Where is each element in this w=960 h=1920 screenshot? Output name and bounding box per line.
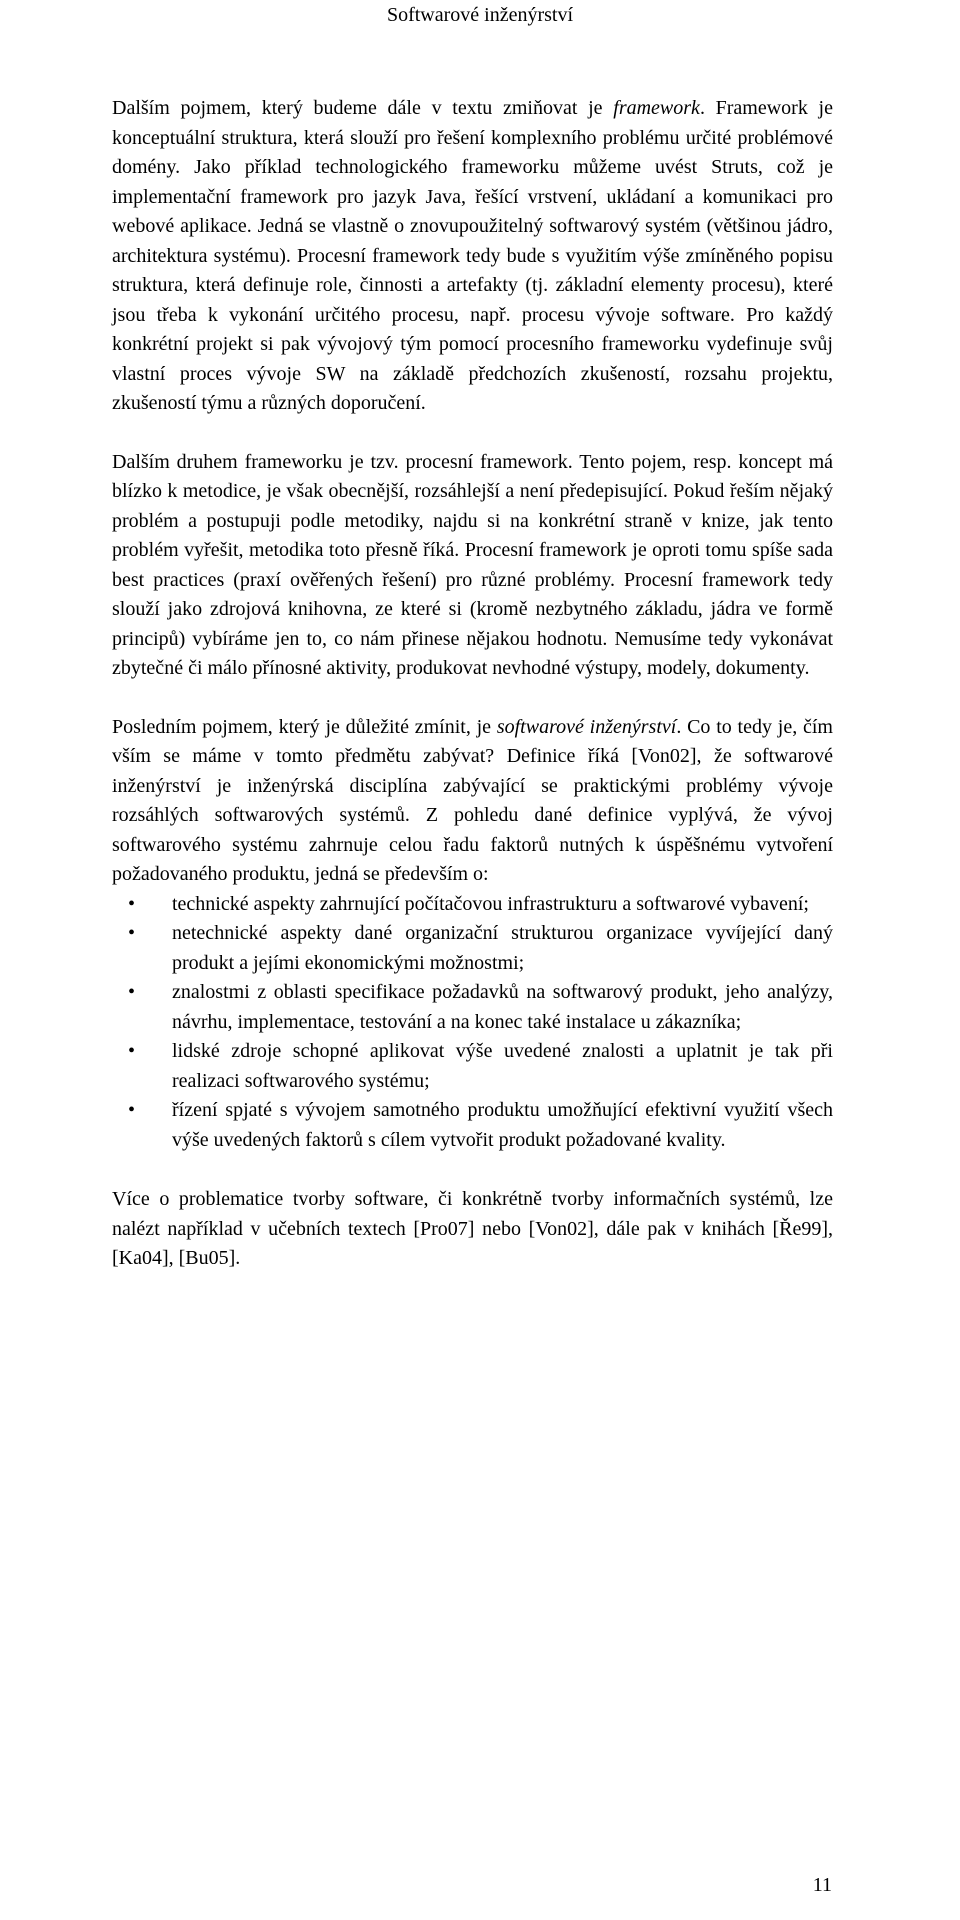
bullet-icon: • xyxy=(128,981,136,1003)
bullet-icon: • xyxy=(128,892,136,915)
factors-list xyxy=(112,890,833,1156)
paragraph-further-reading: Více o problematice tvorby software, či konkrétně tvorby informačních systémů, lze nalézt například v učebních textech [Pro07] nebo [Von02], dále pak v knihách [Ře99], [Ka04], [Bu05]. xyxy=(112,1188,833,1269)
paragraph-process-framework: Dalším druhem frameworku je tzv. procesní framework. Tento pojem, resp. koncept má blízko k metodice, je však obecnější, rozsáhlejší a není předepisující. Pokud řeším nějaký problém a postupuji podle metodiky, najdu si na konkrétní straně v knize, jak tento problém vyřešit, metodika toto přesně říká. Procesní framework je oproti tomu spíše sada best practices (praxí ověřených řešení) pro různé problémy. Procesní framework tedy slouží jako zdrojová knihovna, ze které si (kromě nezbytného základu, jádra ve formě principů) vybíráme jen to, co nám přinese nějakou hodnotu. Nemusíme tedy vykonávat zbytečné či málo přínosné aktivity, produkovat nevhodné výstupy, modely, dokumenty. xyxy=(112,450,833,679)
list-item xyxy=(112,919,833,978)
document-body xyxy=(112,94,833,1274)
list-item-text: řízení spjaté s vývojem samotného produktu umožňující efektivní využití všech výše uvedených faktorů s cílem vytvořit produkt požadované kvality. xyxy=(172,1099,833,1151)
list-item xyxy=(112,890,833,920)
paragraph-software-engineering xyxy=(112,713,833,890)
list-item xyxy=(112,1037,833,1096)
list-item xyxy=(112,1096,833,1155)
running-header: Softwarové inženýrství xyxy=(386,4,574,26)
list-item-text: lidské zdroje schopné aplikovat výše uvedené znalosti a uplatnit je tak při realizaci softwarového systému; xyxy=(172,1040,833,1092)
page-number: 11 xyxy=(812,1874,832,1896)
paragraph-framework xyxy=(112,94,833,419)
paragraph-framework-text-1: Dalším pojmem, který budeme dále v textu zmiňovat je xyxy=(112,97,614,119)
paragraph-software-engineering-text-1: Posledním pojmem, který je důležité zmínit, je xyxy=(112,715,497,738)
list-item xyxy=(112,978,833,1037)
term-software-engineering: softwarové inženýrství xyxy=(496,715,677,738)
paragraph-framework-text-2: . Framework je konceptuální struktura, která slouží pro řešení komplexního problému určité problémové domény. Jako příklad technologického frameworku můžeme uvést Struts, což je implementační framework pro jazyk Java, řešící vrstvení, ukládaní a komunikaci pro webové aplikace. Jedná se vlastně o znovupoužitelný softwarový systém (většinou jádro, architektura systému). Procesní framework tedy bude s využitím výše zmíněného popisu struktura, která definuje role, činnosti a artefakty (tj. základní elementy procesu), které jsou třeba k vykonání určitého procesu, např. procesu vývoje software. Pro každý konkrétní projekt si pak vývojový tým pomocí procesního frameworku vydefinuje svůj vlastní proces vývoje SW na základě předchozích zkušeností, rozsahu projektu, zkušeností týmu a různých doporučení. xyxy=(112,97,833,414)
bullet-icon: • xyxy=(128,1040,136,1062)
bullet-icon: • xyxy=(128,922,136,944)
bullet-icon: • xyxy=(128,1099,136,1121)
term-framework: framework xyxy=(613,97,700,119)
list-item-text: technické aspekty zahrnující počítačovou infrastrukturu a softwarové vybavení; xyxy=(172,892,809,915)
list-item-text: znalostmi z oblasti specifikace požadavků na softwarový produkt, jeho analýzy, návrhu, implementace, testování a na konec také instalace u zákazníka; xyxy=(172,981,833,1033)
list-item-text: netechnické aspekty dané organizační strukturou organizace vyvíjející daný produkt a jejími ekonomickými možnostmi; xyxy=(172,922,833,974)
paragraph-software-engineering-text-2: . Co to tedy je, čím vším se máme v tomto předmětu zabývat? Definice říká [Von02], že softwarové inženýrství je inženýrská disciplína zabývající se praktickými problémy vývoje rozsáhlých softwarových systémů. Z pohledu dané definice vyplývá, že vývoj softwarového systému zahrnuje celou řadu faktorů nutných k úspěšnému vytvoření požadovaného produktu, jedná se především o: xyxy=(112,715,833,885)
